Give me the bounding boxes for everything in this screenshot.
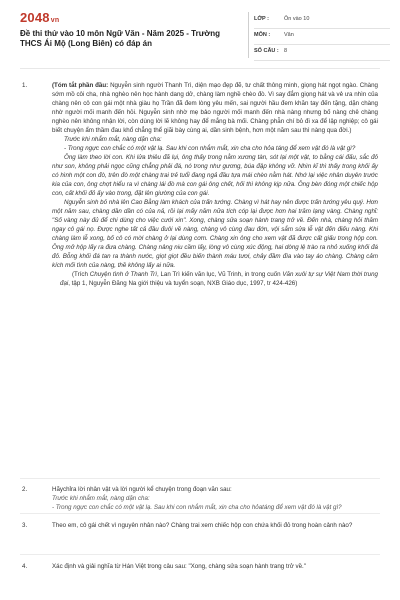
logo-suffix: vn — [50, 17, 60, 24]
meta-value: Văn — [284, 32, 294, 38]
citation-book: Văn xuôi tự sự Việt Nam thời trung đại — [60, 271, 378, 287]
meta-row-subject — [254, 29, 390, 45]
document-header — [0, 0, 400, 66]
logo-text: 2048 — [20, 10, 50, 25]
meta-key: LỚP : — [254, 16, 269, 22]
quote-line: Trước khi nhắm mắt, nàng dặn cha: — [52, 495, 150, 502]
question-body — [52, 562, 378, 571]
citation-title: Chuyện tình ở Thanh Trì — [89, 271, 157, 278]
question-separator — [20, 513, 380, 514]
meta-key: MÔN : — [254, 32, 271, 38]
passage-paragraph: Ông làm theo lời con. Khi lửa thiêu đã lụi, ông thấy trong nằm xương tàn, sót lại một vật, to bằng cái đấu, sắc đỏ như son, không phải ngọc cũng chẳng phải đá, nó trong như gương, búa đập không vỡ. Nhìn kĩ thì thấy trong khối ấy có hình một con đò, trên đò một chàng trai trẻ tuổi đang ngả đầu tựa mái chèo nằm hát. Nhớ lại việc nhân duyên trước kia của con, ông chợt hiểu ra vì chàng lái đò mà con gái ông chết, hối thì không kịp nữa. Ông bèn đóng một chiếc hộp con, cất khối đỏ ấy vào trong, đặt lên giường của con gái. — [52, 154, 378, 197]
quote-line: - Trong ngực con chắc có một vật lạ. Sau khi con nhắm mắt, xin cha cho hỏatáng để xem vật đó là vật gì? — [52, 504, 342, 511]
question-1 — [22, 81, 382, 288]
question-separator — [20, 478, 380, 479]
question-body — [52, 485, 378, 512]
question-body — [52, 81, 378, 288]
meta-row-count — [254, 45, 390, 61]
citation-part: , Lan Trì kiến văn lục, Vũ Trinh, in trong cuốn — [156, 271, 283, 278]
question-number: 3. — [22, 522, 28, 529]
meta-key: SỐ CÂU : — [254, 48, 279, 54]
source-citation — [52, 270, 378, 288]
meta-value: 8 — [284, 48, 288, 54]
passage-paragraph: - Trong ngực con chắc có một vật lạ. Sau khi con nhắm mắt, xin cha cho hỏa táng để xem vật đó là vật gì? — [64, 145, 356, 152]
meta-value: Ôn vào 10 — [284, 16, 310, 22]
site-logo[interactable] — [20, 10, 59, 25]
question-number: 2. — [22, 486, 28, 493]
summary-lead: (Tóm tắt phần đầu: — [52, 82, 109, 89]
exam-meta — [254, 13, 390, 61]
question-text: Theo em, cô gái chết vì nguyên nhân nào? Chàng trai xem chiếc hộp con chứa khối đỏ trong hoàn cảnh nào? — [52, 522, 353, 529]
citation-part: (Trích — [72, 271, 90, 278]
question-text: Xác định và giải nghĩa từ Hán Việt trong câu sau: "Xong, chàng sửa soạn hành trang trở về." — [52, 563, 306, 570]
passage-paragraph: Trước khi nhắm mắt, nàng dặn cha: — [64, 136, 162, 143]
passage-paragraph: Nguyễn sinh bỏ nhà lên Cao Bằng làm khách của trấn tướng. Chàng vì hát hay nên được trấn tướng yêu quý. Hơn một năm sau, chàng dần dần có của nả, rồi lại mấy năm nữa tích cóp lại được hơn hai trăm lạng vàng. Chàng nghĩ: "Số vàng này đủ để chi dùng cho việc cưới xin". Xong, chàng sửa soạn hành trang trở về. Đến nhà, chàng hỏi thăm ngay cô gái nọ. Được nghe tất cả đầu đuôi về nàng, chàng vô cùng đau đớn, vội sắm sửa lễ vật đến điếu nàng. Khi chàng làm lễ xong, bố cô có mời chàng ở lại dùng cơm. Chàng xin ông cho xem vật đã được cất giấu trong hộp con. Ông mở hộp lấy ra đưa chàng. Chàng nâng niu cầm lấy, lòng vô cùng xúc động, hai dòng lệ trào ra nhỏ xuống khối đá đỏ. Bỗng khối đá tan ra thành nước, giọt giọt đều biến thành máu tươi, chảy đầm đìa vào tay áo chàng. Chàng cảm kích mối tình của nàng, thề không lấy ai nữa. — [52, 199, 378, 269]
citation-part: , tập 1, Nguyễn Đăng Na giới thiệu và tuyển soạn, NXB Giáo dục, 1997, tr 424-426) — [68, 280, 298, 287]
summary-paragraph — [52, 81, 378, 135]
question-text: Hãychỉra lời nhân vật và lời người kể chuyện trong đoạn văn sau: — [52, 486, 232, 493]
header-rule — [20, 68, 380, 69]
header-divider — [248, 12, 249, 58]
question-number: 4. — [22, 563, 28, 570]
question-4 — [22, 562, 382, 571]
quoted-excerpt — [52, 494, 378, 512]
summary-text: Nguyễn sinh người Thanh Trì, diện mạo đẹp đẽ, tư chất thông minh, giọng hát ngọt ngào. Chàng sớm mồ côi cha, nhà nghèo nên học hành dang dở, chàng làm nghề chèo đò. Vì say đắm giọng hát và vẻ ưa nhìn của chàng nên cô con gái một nhà giàu họ Trần đã đem lòng yêu mến, sai người hầu đem khăn tay đến tặng, dặn chàng nhờ người mối manh đến hỏi. Nguyễn sinh nhờ mẹ bảo người mối manh đến nhà nàng nhưng bố nàng chê chàng nghèo nên không nhận lời, còn dùng lời lẽ không hay để mắng bà mối. Chàng phẫn chí bỏ đi xa để lập nghiệp; cô gái biết chuyện ẩm thầm đau khổ chẳng thể giãi bày cùng ai, dần sinh bệnh, hơn một năm sau thì nàng qua đời.) — [52, 82, 378, 134]
meta-row-class — [254, 13, 390, 29]
question-number: 1. — [22, 82, 28, 89]
exam-title: Đề thi thử vào 10 môn Ngữ Văn - Năm 2025 - Trường THCS Ái Mộ (Long Biên) có đáp án — [20, 29, 220, 48]
question-3 — [22, 521, 382, 530]
question-body — [52, 521, 378, 530]
question-2 — [22, 485, 382, 512]
question-separator — [20, 554, 380, 555]
